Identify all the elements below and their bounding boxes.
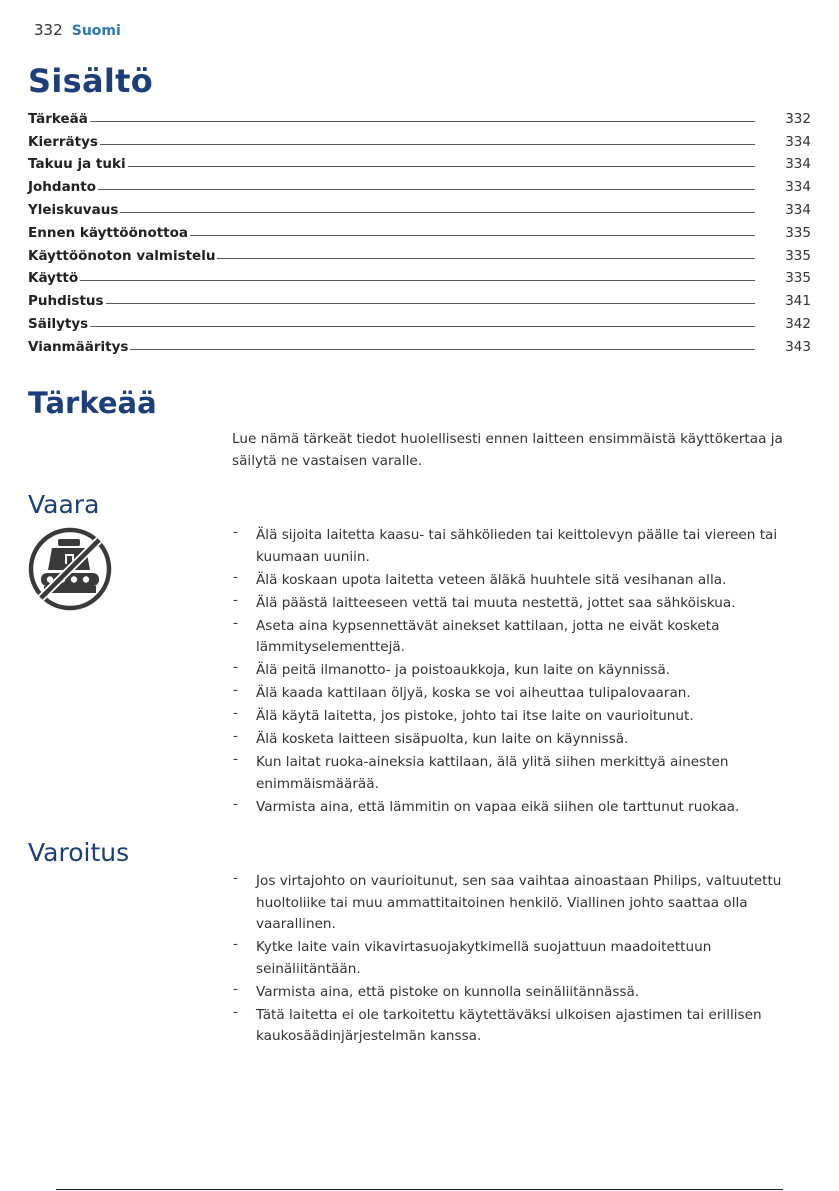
- toc-leader: [190, 235, 755, 236]
- toc-entry-label: Käyttöönoton valmistelu: [28, 247, 216, 264]
- toc-entry-page: 335: [785, 270, 811, 287]
- toc-entry[interactable]: [28, 241, 811, 264]
- toc-leader: [80, 280, 755, 281]
- toc-entry-label: Johdanto: [28, 179, 97, 196]
- warning-section-title: Varoitus: [28, 838, 130, 867]
- footer-divider: [56, 1189, 783, 1190]
- toc-entry-page: 332: [785, 110, 811, 127]
- page-header: [34, 20, 121, 42]
- list-item: - Aseta aina kypsennettävät ainekset kattilaan, jotta ne eivät kosketa lämmityselementtejä.: [232, 616, 807, 659]
- toc-leader: [100, 144, 755, 145]
- toc-leader: [106, 303, 755, 304]
- toc-entry-label: Yleiskuvaus: [28, 201, 119, 218]
- page-number: 332: [34, 21, 63, 39]
- toc-entry-page: 334: [785, 201, 811, 218]
- list-item: - Älä kosketa laitteen sisäpuolta, kun laite on käynnissä.: [232, 729, 807, 751]
- danger-list: [232, 525, 807, 820]
- toc-leader: [120, 212, 755, 213]
- no-stove-icon-graphic: [27, 526, 113, 612]
- list-item: - Jos virtajohto on vaurioitunut, sen saa vaihtaa ainoastaan Philips, valtuutettu huoltoliike tai muu ammattitaitoinen henkilö. Viallinen johto saattaa olla vaarallinen.: [232, 871, 807, 936]
- toc-entry-page: 334: [785, 179, 811, 196]
- toc-entry-label: Käyttö: [28, 270, 79, 287]
- danger-section-title: Vaara: [28, 490, 100, 519]
- toc-entry-label: Tärkeää: [28, 110, 88, 127]
- toc-entry-label: Kierrätys: [28, 133, 98, 150]
- toc-title: Sisältö: [28, 62, 154, 100]
- toc-entry[interactable]: [28, 218, 811, 241]
- list-item: - Kun laitat ruoka-aineksia kattilaan, älä ylitä siihen merkittyä ainesten enimmäismäärää.: [232, 752, 807, 795]
- list-item: - Älä päästä laitteeseen vettä tai muuta nestettä, jottet saa sähköiskua.: [232, 593, 807, 615]
- toc-entry-page: 335: [785, 224, 811, 241]
- no-stove-icon: [27, 526, 113, 612]
- toc-entry[interactable]: [28, 127, 811, 150]
- toc-entry-page: 334: [785, 133, 811, 150]
- toc-entry-page: 335: [785, 247, 811, 264]
- list-item: - Varmista aina, että pistoke on kunnolla seinäliitännässä.: [232, 982, 807, 1004]
- important-intro-text: Lue nämä tärkeät tiedot huolellisesti ennen laitteen ensimmäistä käyttökertaa ja säilytä ne vastaisen varalle.: [232, 431, 783, 469]
- toc-entry[interactable]: [28, 332, 811, 355]
- list-item: - Tätä laitetta ei ole tarkoitettu käytettäväksi ulkoisen ajastimen tai erillisen kaukosäädinjärjestelmän kanssa.: [232, 1005, 807, 1048]
- toc-leader: [217, 258, 755, 259]
- toc-entry[interactable]: [28, 309, 811, 332]
- toc-entry[interactable]: [28, 195, 811, 218]
- list-item: - Älä koskaan upota laitetta veteen äläkä huuhtele sitä vesihanan alla.: [232, 570, 807, 592]
- toc-entry-label: Ennen käyttöönottoa: [28, 224, 189, 241]
- list-item: - Älä peitä ilmanotto- ja poistoaukkoja, kun laite on käynnissä.: [232, 660, 807, 682]
- toc-entry[interactable]: [28, 104, 811, 127]
- toc-leader: [98, 189, 755, 190]
- toc-entry-page: 341: [785, 293, 811, 310]
- table-of-contents: [28, 104, 811, 355]
- list-item: - Älä käytä laitetta, jos pistoke, johto tai itse laite on vaurioitunut.: [232, 706, 807, 728]
- list-item: - Älä sijoita laitetta kaasu- tai sähkölieden tai keittolevyn päälle tai viereen tai kuumaan uuniin.: [232, 525, 807, 568]
- list-item: - Kytke laite vain vikavirtasuojakytkimellä suojattuun maadoitettuun seinäliitäntään.: [232, 937, 807, 980]
- toc-entry-label: Puhdistus: [28, 293, 104, 310]
- important-section-title: Tärkeää: [28, 386, 157, 420]
- toc-entry-label: Takuu ja tuki: [28, 156, 126, 173]
- toc-entry-page: 334: [785, 156, 811, 173]
- toc-entry[interactable]: [28, 286, 811, 309]
- toc-entry-label: Vianmääritys: [28, 338, 129, 355]
- toc-entry-page: 343: [785, 338, 811, 355]
- toc-entry[interactable]: [28, 172, 811, 195]
- language-label: Suomi: [71, 23, 121, 39]
- list-item: - Varmista aina, että lämmitin on vapaa eikä siihen ole tarttunut ruokaa.: [232, 797, 807, 819]
- toc-entry-page: 342: [785, 315, 811, 332]
- toc-entry[interactable]: [28, 264, 811, 287]
- toc-leader: [90, 121, 755, 122]
- toc-leader: [130, 349, 755, 350]
- toc-entry[interactable]: [28, 150, 811, 173]
- toc-leader: [90, 326, 755, 327]
- list-item: - Älä kaada kattilaan öljyä, koska se voi aiheuttaa tulipalovaaran.: [232, 683, 807, 705]
- warning-list: [232, 871, 807, 1049]
- toc-leader: [128, 166, 755, 167]
- toc-entry-label: Säilytys: [28, 315, 89, 332]
